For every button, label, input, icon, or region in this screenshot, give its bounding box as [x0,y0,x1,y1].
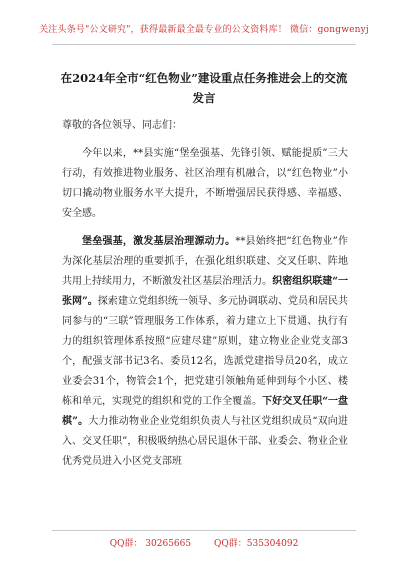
salutation: 尊敬的各位领导、同志们： [62,120,182,131]
header-promo-note: 关注头条号"公文研究"，获得最新最全最专业的公文资料库！ 微信：gongwenyj [39,25,369,35]
footer-contact [0,536,408,549]
header-divider [52,44,356,45]
footer-divider [52,530,356,531]
section-1-text: **县始终把“红色物业”作为深化基层治理的重要抓手，在强化组织联建、交叉任职、阵地共用上持续用力，不断激发社区基层治理活力。 [62,236,348,287]
document-title [40,68,368,108]
subsection-2-text: 大力推动物业企业党组织负责人与社区党组织成员“双向进入、交叉任职”，积极吸纳热心居民退休干部、业委会、物业企业优秀党员进入小区党支部班 [62,416,348,467]
section-1-paragraph [62,232,348,472]
intro-paragraph: 今年以来，**县实施“堡垒强基、先锋引领、赋能提质”三大行动，有效推进物业服务、社区治理有机融合，以“红色物业”小切口撬动物业服务水平大提升，不断增强居民获得感、幸福感、安全感。 [62,148,348,219]
subsection-2-heading: 下好交叉任职“一盘棋”。 [62,396,348,427]
section-1-heading: 堡垒强基，激发基层治理源动力。 [82,236,236,247]
title-line-1: 在2024年全市“红色物业”建设重点任务推进会上的交流 [60,71,348,85]
subsection-1-heading: 织密组织联建“一张网”。 [62,276,348,307]
title-line-2: 发言 [192,91,216,105]
subsection-1-text: 探索建立党组织统一领导、多元协调联动、党员和居民共同参与的“三联”管理服务工作体系，着力建立上下贯通、执行有力的组织管理体系按照“应建尽建”原则，建立物业企业党支部3个，配强支部书记3名、委员12名，选派党建指导员20名，成立业委会31个，物管会1个，把党建引领触角延伸到每个小区、楼栋和单元，实现党的组织和党的工作全覆盖。 [62,296,348,407]
footer-qq-group-2: QQ群：535304092 [214,539,299,549]
document-body [62,116,348,480]
footer-qq-group-1: QQ群： 30265665 [109,539,192,549]
